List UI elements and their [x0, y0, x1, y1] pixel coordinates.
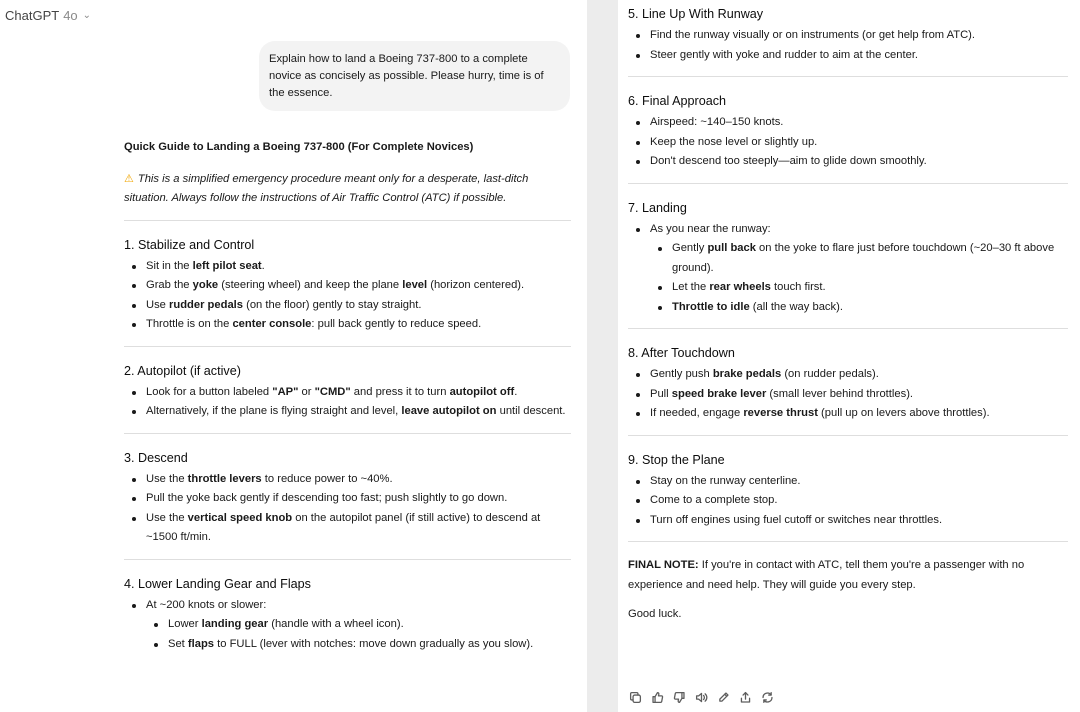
edit-icon[interactable] [716, 690, 731, 705]
warning-note [124, 170, 571, 209]
split-divider [587, 0, 618, 712]
item-text: Come to a complete stop. [650, 494, 778, 506]
final-note [628, 556, 1068, 595]
list-item [628, 26, 1068, 46]
bold-text: center console [232, 318, 312, 330]
item-text: : pull back gently to reduce speed. [311, 318, 482, 330]
item-text: to FULL (lever with notches: move down gradually as you slow). [214, 637, 534, 650]
section-1 [124, 235, 571, 335]
section-3 [124, 448, 571, 548]
list-item [124, 296, 571, 316]
nested-list-item [146, 635, 571, 655]
item-text: or [298, 385, 315, 398]
item-text: Pull the yoke back gently if descending too fast; push slightly to go down. [146, 492, 508, 504]
list-item [628, 365, 1068, 385]
bold-text: flaps [187, 637, 215, 650]
model-version: 4o [63, 8, 78, 23]
item-text: until descent. [496, 405, 566, 417]
nested-list-item [146, 615, 571, 635]
list-item [124, 470, 571, 490]
nested-list-item [650, 298, 1068, 318]
section-heading: 2. Autopilot (if active) [124, 363, 241, 378]
section-heading: 1. Stabilize and Control [124, 237, 255, 252]
item-text: Don't descend too steeply—aim to glide down smoothly. [650, 155, 927, 167]
bold-text: vertical speed knob [187, 511, 293, 524]
list-item [124, 402, 571, 422]
regenerate-icon[interactable] [760, 690, 775, 705]
section-divider [628, 183, 1068, 184]
item-text: Grab the [146, 279, 193, 291]
section-2 [124, 361, 571, 422]
section-divider [124, 346, 571, 347]
list-item [124, 315, 571, 335]
section-9 [628, 450, 1068, 531]
list-item [628, 472, 1068, 492]
nested-list-item [650, 278, 1068, 298]
section-divider [124, 559, 571, 560]
nested-list-item [650, 239, 1068, 278]
section-divider [124, 220, 571, 221]
item-text: Stay on the runway centerline. [650, 474, 801, 487]
thumbs-up-icon[interactable] [650, 690, 665, 705]
section-heading: 4. Lower Landing Gear and Flaps [124, 576, 311, 591]
item-text: Pull [650, 387, 672, 400]
bold-text: leave autopilot on [401, 405, 497, 417]
bold-text: level [402, 279, 428, 291]
item-text: (steering wheel) and keep the plane [218, 279, 403, 291]
item-text: on the autopilot panel (if still active) to descend at ~1500 ft/min. [146, 511, 541, 543]
item-text: Turn off engines using fuel cutoff or switches near throttles. [650, 513, 943, 526]
item-text: touch first. [770, 281, 826, 293]
list-item [628, 491, 1068, 511]
item-text: Alternatively, if the plane is flying straight and level, [146, 405, 402, 417]
warning-icon: ⚠ [124, 172, 134, 185]
bold-text: "AP" [272, 385, 299, 398]
item-text: As you near the runway: [650, 222, 771, 235]
final-note-label: FINAL NOTE: [628, 559, 699, 571]
chevron-down-icon: ⌄ [82, 10, 92, 21]
bold-text: speed brake lever [671, 387, 767, 400]
item-text: Look for a button labeled [146, 385, 273, 398]
item-text: (all the way back). [749, 300, 843, 313]
bold-text: rudder pedals [169, 298, 243, 311]
list-item [628, 385, 1068, 405]
warning-text: This is a simplified emergency procedure meant only for a desperate, last-ditch situation. Always follow the instructions of Air Traffic Control (ATC) if possible. [124, 172, 529, 204]
bullet-list [124, 470, 571, 548]
model-name: ChatGPT [5, 8, 60, 23]
right-pane [618, 0, 1080, 712]
bullet-list [628, 472, 1068, 531]
item-text: Find the runway visually or on instruments (or get help from ATC). [650, 29, 975, 41]
read-aloud-icon[interactable] [694, 690, 709, 705]
bold-text: landing gear [201, 618, 269, 630]
list-item [628, 113, 1068, 133]
list-item [124, 596, 571, 655]
nested-list [146, 615, 571, 654]
section-6 [628, 91, 1068, 172]
item-text: Use [146, 298, 170, 311]
assistant-response-left [124, 138, 571, 654]
item-text: (pull up on levers above throttles). [817, 407, 990, 419]
item-text: Let the [672, 281, 710, 293]
share-icon[interactable] [738, 690, 753, 705]
bold-text: left pilot seat [192, 259, 262, 272]
bullet-list [628, 26, 1068, 65]
section-heading: 3. Descend [124, 450, 188, 465]
item-text: Use the [146, 511, 188, 524]
item-text: Steer gently with yoke and rudder to aim at the center. [650, 48, 919, 61]
bullet-list [124, 257, 571, 335]
bold-text: rear wheels [709, 281, 771, 293]
section-heading: 6. Final Approach [628, 94, 727, 108]
guide-title: Quick Guide to Landing a Boeing 737-800 (For Complete Novices) [124, 141, 474, 153]
item-text: (on rudder pedals). [781, 368, 879, 380]
section-heading: 5. Line Up With Runway [628, 7, 764, 21]
thumbs-down-icon[interactable] [672, 690, 687, 705]
item-text: (horizon centered). [427, 279, 525, 291]
bold-text: "CMD" [314, 385, 351, 398]
bullet-list [628, 220, 1068, 318]
section-heading: 9. Stop the Plane [628, 452, 725, 467]
list-item [628, 404, 1068, 424]
bullet-list [124, 383, 571, 422]
final-note-text: If you're in contact with ATC, tell them you're a passenger with no experience and need help. They will guide you every step. [628, 559, 1025, 591]
item-text: (small lever behind throttles). [766, 387, 914, 400]
bold-text: pull back [707, 242, 756, 254]
bold-text: autopilot off [449, 385, 515, 398]
item-text: Lower [168, 618, 202, 630]
section-heading: 7. Landing [628, 200, 687, 215]
item-text: At ~200 knots or slower: [146, 598, 267, 611]
bold-text: yoke [192, 279, 219, 291]
bullet-list [628, 365, 1068, 424]
item-text: Throttle is on the [146, 318, 233, 330]
bullet-list [628, 113, 1068, 172]
bold-text: reverse thrust [743, 407, 818, 419]
section-8 [628, 343, 1068, 424]
user-message-bubble: Explain how to land a Boeing 737-800 to a complete novice as concisely as possible. Please hurry, time is of the essence. [259, 41, 570, 111]
section-divider [628, 328, 1068, 329]
item-text: on the yoke to flare just before touchdown (~20–30 ft above ground). [672, 242, 1055, 274]
item-text: and press it to turn [350, 385, 450, 398]
list-item [628, 46, 1068, 66]
section-divider [628, 76, 1068, 77]
section-heading: 8. After Touchdown [628, 346, 735, 360]
item-text: Set [168, 637, 188, 650]
list-item [124, 383, 571, 403]
nested-list [650, 239, 1068, 317]
list-item [628, 152, 1068, 172]
assistant-response-right [628, 4, 1068, 625]
bold-text: throttle levers [187, 472, 262, 485]
list-item [628, 511, 1068, 531]
model-selector[interactable] [5, 8, 91, 23]
item-text: If needed, engage [650, 407, 744, 419]
section-divider [124, 433, 571, 434]
bold-text: Throttle to idle [672, 300, 750, 313]
section-7 [628, 198, 1068, 318]
list-item [124, 276, 571, 296]
section-divider [628, 541, 1068, 542]
item-text: Airspeed: ~140–150 knots. [650, 116, 784, 128]
list-item [628, 220, 1068, 318]
item-text: Use the [146, 472, 188, 485]
item-text: Sit in the [146, 259, 193, 272]
list-item [124, 489, 571, 509]
item-text: . [261, 259, 265, 272]
list-item [124, 509, 571, 548]
list-item [628, 133, 1068, 153]
section-divider [628, 435, 1068, 436]
list-item [124, 257, 571, 277]
item-text: Gently [672, 242, 708, 254]
item-text: to reduce power to ~40%. [261, 472, 393, 485]
item-text: (on the floor) gently to stay straight. [243, 298, 422, 311]
item-text: Keep the nose level or slightly up. [650, 135, 818, 148]
bold-text: brake pedals [712, 368, 782, 380]
message-actions [628, 690, 775, 705]
copy-icon[interactable] [628, 690, 643, 705]
section-5 [628, 4, 1068, 65]
closing-text: Good luck. [628, 608, 682, 620]
item-text: Gently push [650, 368, 713, 380]
bullet-list [124, 596, 571, 655]
item-text: . [514, 385, 518, 398]
section-4 [124, 574, 571, 655]
item-text: (handle with a wheel icon). [268, 618, 404, 630]
